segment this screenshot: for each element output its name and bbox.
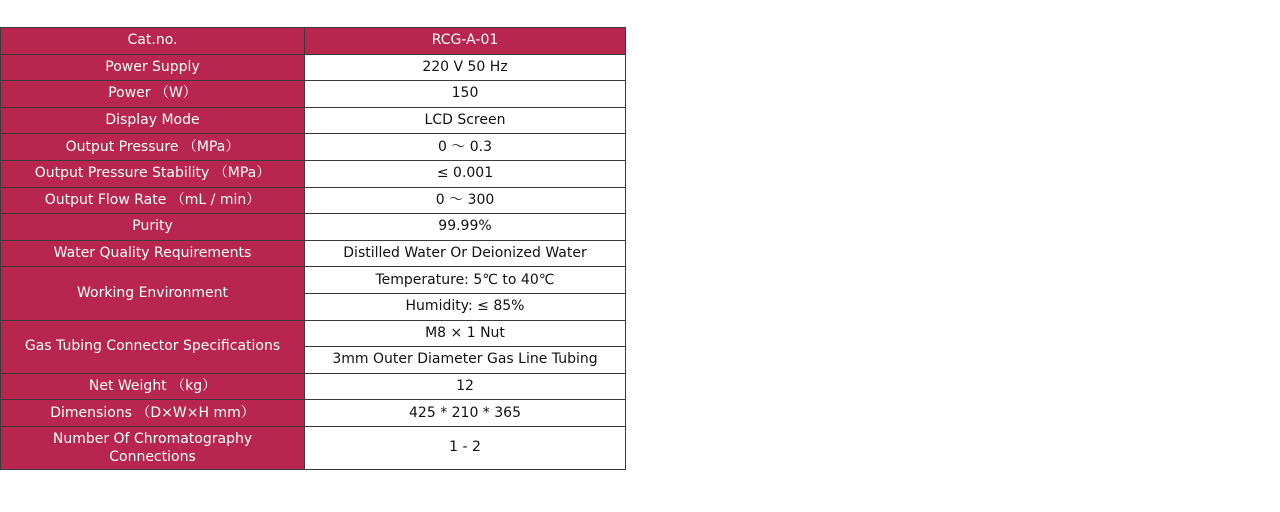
table-row	[1, 81, 626, 108]
row-value: 0 ～ 300	[305, 187, 626, 214]
table-row	[1, 267, 626, 294]
row-label: Output Flow Rate （mL / min）	[1, 187, 305, 214]
row-value: Temperature: 5℃ to 40℃	[305, 267, 626, 294]
row-label: Output Pressure （MPa）	[1, 134, 305, 161]
spec-table	[0, 27, 626, 470]
table-row	[1, 320, 626, 347]
table-row	[1, 160, 626, 187]
row-label: Dimensions （D×W×H mm）	[1, 400, 305, 427]
row-label: Purity	[1, 214, 305, 241]
row-value: M8 × 1 Nut	[305, 320, 626, 347]
row-value: 150	[305, 81, 626, 108]
header-label-cell: Cat.no.	[1, 28, 305, 55]
row-label: Number Of Chromatography Connections	[1, 426, 305, 469]
row-value: Humidity: ≤ 85%	[305, 293, 626, 320]
table-row	[1, 107, 626, 134]
table-row	[1, 240, 626, 267]
table-row	[1, 214, 626, 241]
row-label: Water Quality Requirements	[1, 240, 305, 267]
row-label: Net Weight （kg）	[1, 373, 305, 400]
row-value: 220 V 50 Hz	[305, 54, 626, 81]
row-value: 12	[305, 373, 626, 400]
table-row	[1, 134, 626, 161]
row-value: 1 - 2	[305, 426, 626, 469]
row-value: 3mm Outer Diameter Gas Line Tubing	[305, 347, 626, 374]
row-label: Gas Tubing Connector Specifications	[1, 320, 305, 373]
table-row	[1, 373, 626, 400]
row-label: Working Environment	[1, 267, 305, 320]
table-row	[1, 426, 626, 469]
table-row	[1, 54, 626, 81]
spec-table-container	[0, 27, 625, 470]
row-value: 425 * 210 * 365	[305, 400, 626, 427]
row-value: ≤ 0.001	[305, 160, 626, 187]
row-value: 0 ～ 0.3	[305, 134, 626, 161]
row-value: LCD Screen	[305, 107, 626, 134]
table-row	[1, 400, 626, 427]
row-label: Power Supply	[1, 54, 305, 81]
row-label: Power （W）	[1, 81, 305, 108]
row-label: Output Pressure Stability （MPa）	[1, 160, 305, 187]
table-header-row	[1, 28, 626, 55]
header-value-cell: RCG-A-01	[305, 28, 626, 55]
row-value: 99.99%	[305, 214, 626, 241]
row-value: Distilled Water Or Deionized Water	[305, 240, 626, 267]
row-label: Display Mode	[1, 107, 305, 134]
table-row	[1, 187, 626, 214]
